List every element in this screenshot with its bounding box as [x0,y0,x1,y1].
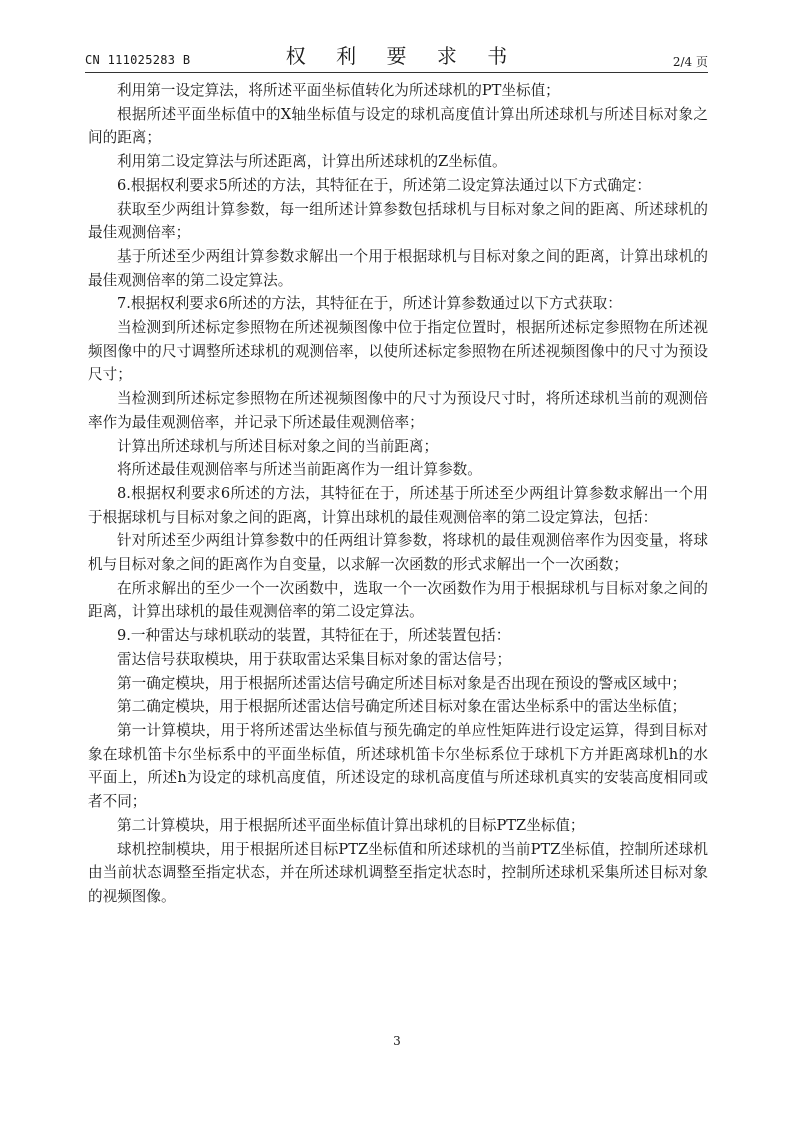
claim-paragraph: 利用第二设定算法与所述距离，计算出所述球机的Z坐标值。 [117,153,507,171]
claims-body [88,79,708,909]
claim-paragraph: 将所述最佳观测倍率与所述当前距离作为一组计算参数。 [117,461,482,479]
claim-paragraph: 计算出所述球机与所述目标对象之间的当前距离； [117,437,439,455]
claim-paragraph: 球机控制模块，用于根据所述目标PTZ坐标值和所述球机的当前PTZ坐标值，控制所述球机由当前状态调整至指定状态，并在所述球机调整至指定状态时，控制所述球机采集所述目标对象的视频图像。 [88,840,708,905]
page-indicator: 2/4 页 [672,55,708,69]
claim-6-heading: 6.根据权利要求5所述的方法，其特征在于，所述第二设定算法通过以下方式确定： [117,176,651,194]
claim-paragraph: 第一确定模块，用于根据所述雷达信号确定所述目标对象是否出现在预设的警戒区域中； [117,674,687,692]
claim-paragraph: 第二确定模块，用于根据所述雷达信号确定所述目标对象在雷达坐标系中的雷达坐标值； [117,698,687,716]
claim-paragraph: 雷达信号获取模块，用于获取雷达采集目标对象的雷达信号； [117,650,512,668]
claim-paragraph: 利用第一设定算法，将所述平面坐标值转化为所述球机的PT坐标值； [117,82,560,99]
claim-paragraph: 第一计算模块，用于将所述雷达坐标值与预先确定的单应性矩阵进行设定运算，得到目标对象在球机笛卡尔坐标系中的平面坐标值，所述球机笛卡尔坐标系位于球机下方并距离球机h的水平面上，所述h为设定的球机高度值，所述设定的球机高度值与所述球机真实的安装高度相同或者不同； [88,721,708,811]
claim-8-heading: 8.根据权利要求6所述的方法，其特征在于，所述基于所述至少两组计算参数求解出一个用于根据球机与目标对象之间的距离，计算出球机的最佳观测倍率的第二设定算法，包括： [88,484,708,526]
claim-paragraph: 当检测到所述标定参照物在所述视频图像中的尺寸为预设尺寸时，将所述球机当前的观测倍率作为最佳观测倍率，并记录下所述最佳观测倍率； [88,390,708,431]
header-divider [85,72,708,73]
claim-paragraph: 在所求解出的至少一个一次函数中，选取一个一次函数作为用于根据球机与目标对象之间的距离，计算出球机的最佳观测倍率的第二设定算法。 [88,579,708,621]
claim-paragraph: 基于所述至少两组计算参数求解出一个用于根据球机与目标对象之间的距离，计算出球机的最佳观测倍率的第二设定算法。 [88,247,708,289]
claim-paragraph: 根据所述平面坐标值中的X轴坐标值与设定的球机高度值计算出所述球机与所述目标对象之间的距离； [88,105,708,147]
claim-paragraph: 获取至少两组计算参数，每一组所述计算参数包括球机与目标对象之间的距离、所述球机的最佳观测倍率； [88,200,708,242]
claim-paragraph: 第二计算模块，用于根据所述平面坐标值计算出球机的目标PTZ坐标值； [117,816,585,834]
claim-paragraph: 针对所述至少两组计算参数中的任两组计算参数，将球机的最佳观测倍率作为因变量，将球机与目标对象之间的距离作为自变量，以求解一次函数的形式求解出一个一次函数； [88,532,708,574]
claim-9-heading: 9.一种雷达与球机联动的装置，其特征在于，所述装置包括： [117,627,511,645]
claim-paragraph: 当检测到所述标定参照物在所述视频图像中位于指定位置时，根据所述标定参照物在所述视频图像中的尺寸调整所述球机的观测倍率，以使所述标定参照物在所述视频图像中的尺寸为预设尺寸； [88,319,708,384]
section-title: 权 利 要 求 书 [285,44,520,68]
patent-number: CN 111025283 B [85,53,191,67]
claim-7-heading: 7.根据权利要求6所述的方法，其特征在于，所述计算参数通过以下方式获取： [117,295,622,313]
page-number: 3 [393,1034,401,1048]
page-header [85,38,708,74]
